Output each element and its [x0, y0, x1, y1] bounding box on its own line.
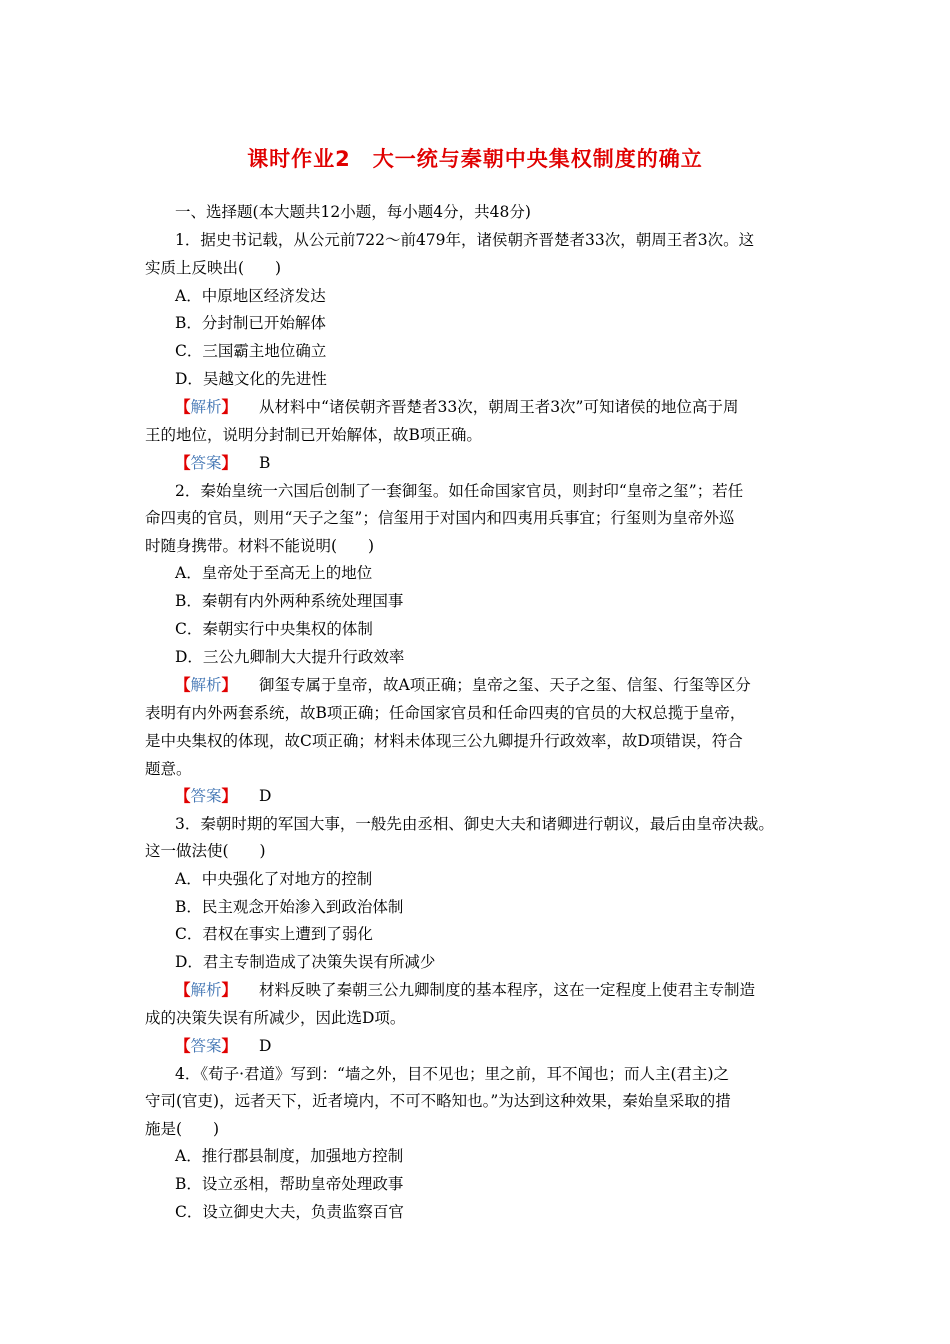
q3-explanation-line-2: 成的决策失误有所减少，因此选D项。: [145, 1009, 406, 1027]
q3-option-a: A．中央强化了对地方的控制: [175, 870, 373, 888]
q2-explanation-line-4: 题意。: [145, 760, 192, 778]
q2-explanation-line-2: 表明有内外两套系统，故B项正确；任命国家官员和任命四夷的官员的大权总揽于皇帝，: [145, 704, 746, 722]
q4-stem-line-1: 4．《荀子·君道》写到：“墙之外，目不见也；里之前，耳不闻也；而人主(君主)之: [175, 1065, 730, 1083]
q1-explanation-line-2: 王的地位，说明分封制已开始解体，故B项正确。: [145, 426, 482, 444]
q1-option-d: D．吴越文化的先进性: [175, 370, 327, 388]
q4-option-a: A．推行郡县制度，加强地方控制: [175, 1147, 404, 1165]
q1-option-b: B．分封制已开始解体: [175, 314, 326, 332]
q1-stem-line-1: 1．据史书记载，从公元前722～前479年，诸侯朝齐晋楚者33次，朝周王者3次。这: [175, 231, 755, 249]
q2-option-c: C．秦朝实行中央集权的体制: [175, 620, 373, 638]
page-title: 课时作业2 大一统与秦朝中央集权制度的确立: [247, 147, 703, 171]
q2-stem-line-1: 2．秦始皇统一六国后创制了一套御玺。如任命国家官员，则封印“皇帝之玺”；若任: [175, 482, 744, 500]
explanation-tag: 【解析】: [175, 981, 238, 999]
q4-stem-line-3: 施是( ): [145, 1120, 220, 1138]
q2-explanation-line-3: 是中央集权的体现，故C项正确；材料未体现三公九卿提升行政效率，故D项错误，符合: [145, 732, 743, 750]
q4-option-b: B．设立丞相，帮助皇帝处理政事: [175, 1175, 404, 1193]
q1-option-c: C．三国霸主地位确立: [175, 342, 327, 360]
q2-option-d: D．三公九卿制大大提升行政效率: [175, 648, 405, 666]
q3-answer: 【答案】 D: [175, 1037, 272, 1055]
q3-stem-line-2: 这一做法使( ): [145, 842, 266, 860]
q2-option-a: A．皇帝处于至高无上的地位: [175, 564, 373, 582]
explanation-tag: 【解析】: [175, 398, 238, 416]
q1-explanation-line-1: 【解析】 从材料中“诸侯朝齐晋楚者33次，朝周王者3次”可知诸侯的地位高于周: [175, 398, 739, 416]
section-heading: 一、选择题(本大题共12小题，每小题4分，共48分): [175, 203, 531, 221]
q2-stem-line-2: 命四夷的官员，则用“天子之玺”；信玺用于对国内和四夷用兵事宜；行玺则为皇帝外巡: [145, 509, 735, 527]
q2-stem-line-3: 时随身携带。材料不能说明( ): [145, 537, 375, 555]
q4-option-c: C．设立御史大夫，负责监察百官: [175, 1203, 404, 1221]
q2-explanation-line-1: 【解析】 御玺专属于皇帝，故A项正确；皇帝之玺、天子之玺、信玺、行玺等区分: [175, 676, 751, 694]
q3-stem-line-1: 3．秦朝时期的军国大事，一般先由丞相、御史大夫和诸卿进行朝议，最后由皇帝决裁。: [175, 815, 774, 833]
q1-answer: 【答案】 B: [175, 454, 271, 472]
answer-tag: 【答案】: [175, 454, 238, 472]
explanation-tag: 【解析】: [175, 676, 238, 694]
q2-answer: 【答案】 D: [175, 787, 272, 805]
answer-tag: 【答案】: [175, 1037, 238, 1055]
q3-option-b: B．民主观念开始渗入到政治体制: [175, 898, 404, 916]
q3-explanation-line-1: 【解析】 材料反映了秦朝三公九卿制度的基本程序，这在一定程度上使君主专制造: [175, 981, 756, 999]
q1-stem-line-2: 实质上反映出( ): [145, 259, 282, 277]
q3-option-c: C．君权在事实上遭到了弱化: [175, 925, 373, 943]
answer-tag: 【答案】: [175, 787, 238, 805]
q3-option-d: D．君主专制造成了决策失误有所减少: [175, 953, 436, 971]
q2-option-b: B．秦朝有内外两种系统处理国事: [175, 592, 404, 610]
q4-stem-line-2: 守司(官吏)，远者天下，近者境内，不可不略知也。”为达到这种效果，秦始皇采取的措: [145, 1092, 731, 1110]
q1-option-a: A．中原地区经济发达: [175, 287, 326, 305]
